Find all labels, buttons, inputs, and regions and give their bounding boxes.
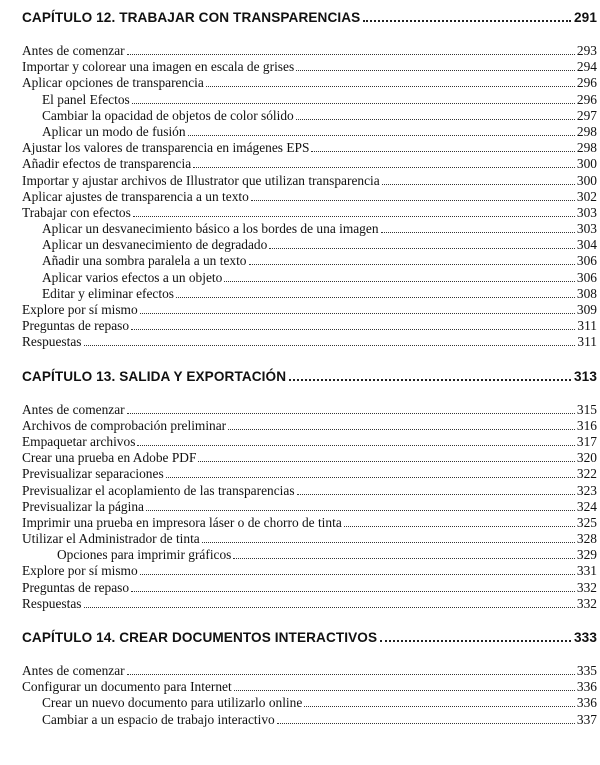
toc-entry-page-number: 302 [576,188,597,204]
toc-entry-page-number: 306 [576,253,597,269]
toc-entry-page-number: 308 [576,285,597,301]
dot-leader [289,379,571,381]
toc-entry-page-number: 304 [576,237,597,253]
toc-entry-title: Aplicar varios efectos a un objeto [42,269,223,285]
toc-entry-page-number: 323 [576,482,597,498]
dot-leader [131,329,575,330]
toc-entry-title: Añadir una sombra paralela a un texto [42,253,247,269]
toc-entry [22,108,597,124]
chapter-13 [22,369,597,612]
toc-entry-title: Editar y eliminar efectos [42,285,174,301]
toc-entry-title: Antes de comenzar [22,663,125,678]
toc-entry [22,43,597,59]
toc-entry [22,547,597,563]
toc-entry [22,253,597,269]
toc-entry-title: Añadir efectos de transparencia [22,156,192,172]
toc-entry-title: Aplicar un desvanecimiento básico a los bordes de una imagen [42,221,379,237]
toc-entry-page-number: 294 [576,59,597,75]
toc-entry [22,318,597,334]
toc-entry [22,483,597,499]
toc-entry-title: Previsualizar separaciones [22,466,164,482]
toc-entry-page-number: 316 [576,417,597,433]
toc-entry-page-number: 311 [577,334,597,350]
chapter-heading [22,369,597,391]
toc-entry [22,140,597,156]
toc-entry-page-number: 298 [576,123,597,139]
dot-leader [146,510,575,511]
chapter-12 [22,10,597,351]
toc-entry-title: Antes de comenzar [22,43,125,58]
toc-entry-page-number: 296 [576,91,597,107]
toc-entry [22,124,597,140]
dot-leader [380,640,571,642]
toc-entry-page-number: 309 [576,302,597,317]
dot-leader [127,413,575,414]
chapter-page-number: 291 [574,10,597,25]
toc-entry-page-number: 298 [576,140,597,156]
toc-entry [22,531,597,547]
toc-entry-title: Preguntas de repaso [22,318,130,334]
dot-leader [166,477,575,478]
toc-entry-page-number: 335 [576,663,597,678]
toc-entry [22,75,597,91]
dot-leader [249,264,575,265]
dot-leader [382,184,575,185]
toc-entry-title: Aplicar opciones de transparencia [22,75,204,91]
chapter-entries [22,402,597,612]
toc-entry [22,205,597,221]
toc-entry [22,334,597,350]
dot-leader [133,216,575,217]
dot-leader [297,494,575,495]
dot-leader [296,119,575,120]
toc-entry-page-number: 293 [576,43,597,58]
toc-entry [22,286,597,302]
dot-leader [84,345,576,346]
toc-entry-title: Explore por sí mismo [22,302,138,317]
toc-entry-title: Cambiar a un espacio de trabajo interactivo [42,711,275,727]
chapter-entries [22,43,597,351]
toc-entry-title: Configurar un documento para Internet [22,679,232,695]
toc-entry-page-number: 297 [576,107,597,123]
dot-leader [140,574,575,575]
dot-leader [193,167,575,168]
toc-entry-page-number: 331 [576,563,597,579]
toc-entry-page-number: 311 [577,318,597,334]
dot-leader [251,200,575,201]
toc-entry-title: Archivos de comprobación preliminar [22,417,227,433]
chapter-entries [22,663,597,728]
toc-entry-page-number: 303 [576,204,597,220]
toc-entry-title: Aplicar ajustes de transparencia a un texto [22,188,249,204]
dot-leader [132,103,575,104]
toc-entry [22,434,597,450]
dot-leader [233,558,575,559]
toc-entry-title: Ajustar los valores de transparencia en imágenes EPS [22,140,310,156]
toc-entry [22,302,597,318]
dot-leader [176,297,575,298]
chapter-page-number: 333 [574,630,597,645]
toc-entry-title: Trabajar con efectos [22,204,131,220]
toc-entry-title: Opciones para imprimir gráficos [57,547,232,563]
toc-entry-title: Previsualizar la página [22,498,144,514]
dot-leader [188,135,575,136]
toc-entry [22,712,597,728]
dot-leader [228,429,575,430]
toc-entry [22,695,597,711]
chapter-heading [22,630,597,652]
toc-entry-page-number: 332 [576,595,597,611]
toc-entry-title: Respuestas [22,595,82,611]
dot-leader [202,542,575,543]
toc-entry [22,515,597,531]
table-of-contents [22,10,597,728]
chapter-title: CAPÍTULO 12. TRABAJAR CON TRANSPARENCIAS [22,10,361,25]
toc-entry [22,59,597,75]
toc-entry [22,679,597,695]
dot-leader [137,445,575,446]
toc-entry-page-number: 332 [576,579,597,595]
dot-leader [311,151,574,152]
chapter-page-number: 313 [574,368,597,384]
toc-entry [22,237,597,253]
toc-entry-title: El panel Efectos [42,91,130,107]
toc-entry-title: Preguntas de repaso [22,579,130,595]
toc-entry-page-number: 336 [576,679,597,695]
dot-leader [127,674,575,675]
toc-entry-title: Utilizar el Administrador de tinta [22,531,200,547]
toc-entry-title: Antes de comenzar [22,401,125,417]
toc-entry-title: Empaquetar archivos [22,433,136,449]
toc-entry-title: Crear una prueba en Adobe PDF [22,450,197,466]
dot-leader [296,70,575,71]
toc-entry [22,596,597,612]
dot-leader [381,232,575,233]
toc-entry [22,189,597,205]
toc-entry [22,563,597,579]
toc-entry-page-number: 300 [576,172,597,188]
toc-entry-title: Previsualizar el acoplamiento de las transparencias [22,482,295,498]
toc-entry-page-number: 303 [576,221,597,237]
toc-entry-page-number: 325 [576,514,597,530]
chapter-title: CAPÍTULO 14. CREAR DOCUMENTOS INTERACTIVOS [22,630,378,645]
chapter-heading [22,10,597,32]
dot-leader [206,86,575,87]
dot-leader [224,281,575,282]
toc-entry-page-number: 315 [576,401,597,417]
dot-leader [269,248,575,249]
toc-entry [22,499,597,515]
dot-leader [234,690,575,691]
toc-entry-page-number: 300 [576,156,597,172]
toc-entry [22,156,597,172]
toc-entry-page-number: 322 [576,466,597,482]
toc-entry [22,580,597,596]
toc-entry [22,92,597,108]
dot-leader [344,526,575,527]
dot-leader [363,20,571,22]
toc-entry-title: Crear un nuevo documento para utilizarlo online [42,695,303,711]
toc-entry-title: Importar y ajustar archivos de Illustrator que utilizan transparencia [22,172,380,188]
toc-entry-title: Explore por sí mismo [22,563,138,579]
toc-entry [22,418,597,434]
toc-entry-title: Imprimir una prueba en impresora láser o de chorro de tinta [22,514,342,530]
toc-entry-page-number: 320 [576,450,597,466]
dot-leader [127,54,575,55]
dot-leader [84,607,575,608]
toc-entry [22,466,597,482]
dot-leader [140,313,575,314]
chapter-14 [22,630,597,728]
toc-entry-page-number: 337 [576,711,597,727]
toc-entry-title: Cambiar la opacidad de objetos de color sólido [42,107,294,123]
toc-entry-page-number: 324 [576,498,597,514]
toc-entry [22,450,597,466]
toc-entry [22,221,597,237]
toc-entry-page-number: 306 [576,269,597,285]
dot-leader [198,461,575,462]
toc-entry-page-number: 328 [576,531,597,547]
dot-leader [277,723,575,724]
toc-entry-title: Aplicar un modo de fusión [42,123,186,139]
toc-entry-title: Aplicar un desvanecimiento de degradado [42,237,268,253]
toc-entry [22,663,597,679]
toc-entry-page-number: 296 [576,75,597,91]
toc-entry-page-number: 336 [576,695,597,711]
toc-entry [22,402,597,418]
dot-leader [131,591,575,592]
toc-entry [22,270,597,286]
toc-entry-page-number: 329 [576,547,597,563]
toc-entry-title: Respuestas [22,334,82,350]
dot-leader [304,706,575,707]
toc-entry [22,173,597,189]
toc-entry-title: Importar y colorear una imagen en escala de grises [22,59,295,75]
chapter-title: CAPÍTULO 13. SALIDA Y EXPORTACIÓN [22,368,287,384]
toc-entry-page-number: 317 [576,433,597,449]
